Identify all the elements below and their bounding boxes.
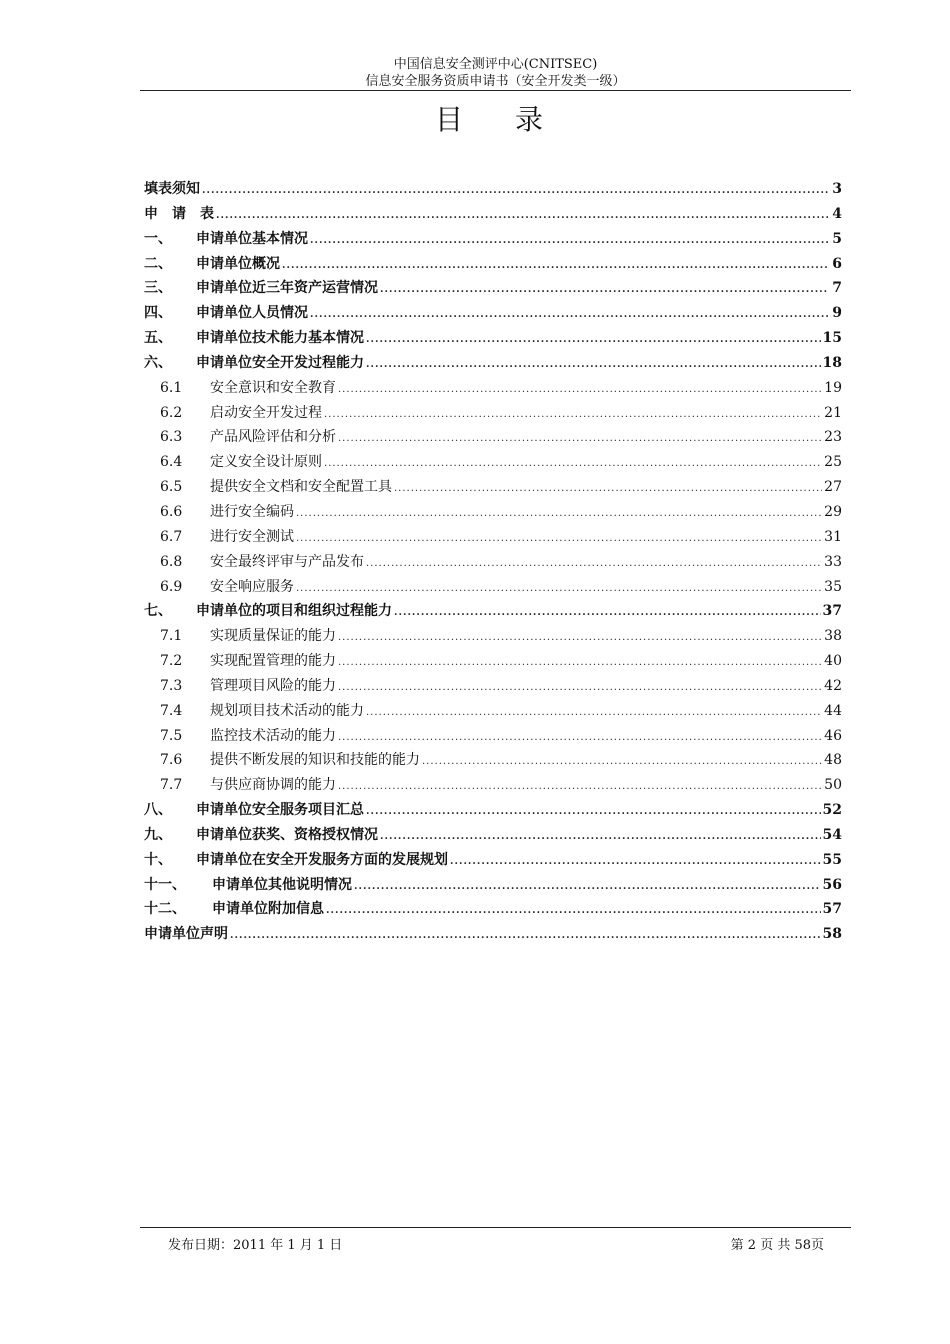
toc-entry-number: 7.4 <box>160 702 183 719</box>
toc-dot-leader <box>338 433 822 444</box>
toc-entry[interactable] <box>144 576 842 601</box>
toc-entry[interactable] <box>144 675 842 700</box>
toc-entry-title: 产品风险评估和分析 <box>210 429 336 446</box>
toc-entry[interactable] <box>144 203 842 228</box>
toc-entry-title: 定义安全设计原则 <box>210 454 322 471</box>
toc-entry-page: 44 <box>824 702 842 719</box>
toc-entry-title: 申请单位附加信息 <box>212 901 324 918</box>
toc-dot-leader <box>230 930 821 941</box>
toc-entry-page: 38 <box>824 628 842 645</box>
toc-entry-number: 十二、 <box>144 901 186 918</box>
toc-entry-page: 15 <box>822 330 842 347</box>
toc-entry-page: 42 <box>824 677 842 694</box>
toc-entry-title: 进行安全测试 <box>210 528 294 545</box>
toc-entry-title: 安全最终评审与产品发布 <box>210 553 364 570</box>
toc-entry-page: 56 <box>822 876 842 893</box>
toc-entry[interactable] <box>144 700 842 725</box>
toc-entry-number: 6.5 <box>160 479 183 496</box>
toc-entry-page: 55 <box>822 851 842 868</box>
toc-entry-title: 申请单位在安全开发服务方面的发展规划 <box>196 851 448 868</box>
footer-divider <box>140 1227 851 1228</box>
toc-entry-title: 提供安全文档和安全配置工具 <box>210 479 392 496</box>
toc-dot-leader <box>338 657 822 668</box>
toc-entry-title: 安全意识和安全教育 <box>210 379 336 396</box>
toc-entry-number: 二、 <box>144 255 172 272</box>
toc-entry-number: 6.6 <box>160 503 183 520</box>
toc-dot-leader <box>422 756 822 767</box>
toc-entry-page: 6 <box>832 255 842 272</box>
toc-entry-page: 48 <box>824 752 842 769</box>
toc-dot-leader <box>338 682 822 693</box>
toc-entry-title: 申请单位近三年资产运营情况 <box>196 280 378 297</box>
toc-entry[interactable] <box>144 501 842 526</box>
toc-dot-leader <box>338 384 822 395</box>
toc-entry-number: 四、 <box>144 305 172 322</box>
toc-entry-title: 提供不断发展的知识和技能的能力 <box>210 752 420 769</box>
publish-date: 发布日期：2011 年 1 月 1 日 <box>168 1238 343 1253</box>
toc-entry-title: 申请单位声明 <box>144 926 228 943</box>
toc-entry-number: 6.4 <box>160 454 183 471</box>
toc-entry-number: 六、 <box>144 354 172 371</box>
toc-dot-leader <box>324 458 822 469</box>
toc-entry[interactable] <box>144 898 842 923</box>
toc-dot-leader <box>380 831 821 842</box>
toc-dot-leader <box>366 359 821 370</box>
toc-entry[interactable] <box>144 625 842 650</box>
toc-entry-title: 实现配置管理的能力 <box>210 653 336 670</box>
toc-entry-title: 安全响应服务 <box>210 578 294 595</box>
toc-entry-page: 58 <box>822 926 842 943</box>
toc-dot-leader <box>324 409 822 420</box>
toc-entry[interactable] <box>144 725 842 750</box>
toc-entry-page: 18 <box>822 354 842 371</box>
toc-entry-page: 25 <box>824 454 842 471</box>
toc-dot-leader <box>394 607 821 618</box>
toc-entry-title: 规划项目技术活动的能力 <box>210 702 364 719</box>
toc-entry-number: 7.7 <box>160 777 183 794</box>
toc-entry-number: 八、 <box>144 802 172 819</box>
toc-entry-page: 9 <box>832 305 842 322</box>
toc-entry-number: 6.8 <box>160 553 183 570</box>
toc-entry-number: 7.1 <box>160 628 183 645</box>
toc-entry[interactable] <box>144 824 842 849</box>
toc-dot-leader <box>354 881 821 892</box>
page-header <box>140 56 851 90</box>
page-footer <box>168 1234 824 1253</box>
toc-dot-leader <box>366 334 821 345</box>
toc-entry[interactable] <box>144 874 842 899</box>
toc-entry-number: 6.3 <box>160 429 183 446</box>
header-doc-title: 信息安全服务资质申请书（安全开发类一级） <box>365 74 626 89</box>
toc-dot-leader <box>394 483 822 494</box>
toc-entry[interactable] <box>144 302 842 327</box>
toc-entry-page: 29 <box>824 503 842 520</box>
toc-entry[interactable] <box>144 426 842 451</box>
toc-dot-leader <box>296 583 822 594</box>
toc-entry[interactable] <box>144 749 842 774</box>
toc-entry[interactable] <box>144 253 842 278</box>
toc-entry-number: 七、 <box>144 603 172 620</box>
toc-entry-page: 37 <box>822 603 842 620</box>
toc-entry-title: 与供应商协调的能力 <box>210 777 336 794</box>
toc-dot-leader <box>202 185 828 196</box>
toc-entry-title: 申请单位安全服务项目汇总 <box>196 802 364 819</box>
toc-dot-leader <box>310 309 828 320</box>
toc-entry-title: 申请单位人员情况 <box>196 305 308 322</box>
toc-dot-leader <box>338 732 822 743</box>
toc-entry-number: 6.7 <box>160 528 183 545</box>
toc-entry-title: 启动安全开发过程 <box>210 404 322 421</box>
toc-entry-title: 申请单位获奖、资格授权情况 <box>196 826 378 843</box>
toc-entry-page: 31 <box>824 528 842 545</box>
toc-entry[interactable] <box>144 377 842 402</box>
toc-entry-number: 7.6 <box>160 752 183 769</box>
toc-entry-title: 申请单位概况 <box>196 255 280 272</box>
toc-entry-title: 实现质量保证的能力 <box>210 628 336 645</box>
toc-entry-number: 7.5 <box>160 727 183 744</box>
toc-entry-number: 7.3 <box>160 677 183 694</box>
toc-entry-number: 6.9 <box>160 578 183 595</box>
toc-dot-leader <box>216 210 828 221</box>
toc-entry-page: 35 <box>824 578 842 595</box>
toc-dot-leader <box>450 856 821 867</box>
toc-entry-title: 申 请 表 <box>144 205 214 222</box>
toc-entry-page: 3 <box>832 181 842 197</box>
toc-entry-number: 一、 <box>144 230 172 247</box>
toc-entry[interactable] <box>144 799 842 824</box>
toc-entry-page: 21 <box>824 404 842 421</box>
toc-entry-page: 52 <box>822 802 842 819</box>
toc-entry-number: 五、 <box>144 330 172 347</box>
header-org: 中国信息安全测评中心(CNITSEC) <box>393 57 598 72</box>
toc-entry-number: 十一、 <box>144 876 186 893</box>
toc-entry-title: 填表须知 <box>144 181 200 197</box>
toc-entry-title: 监控技术活动的能力 <box>210 727 336 744</box>
toc-entry-page: 46 <box>824 727 842 744</box>
toc-entry-number: 九、 <box>144 826 172 843</box>
page-title: 目录 <box>434 103 595 136</box>
toc-entry-page: 27 <box>824 479 842 496</box>
toc-entry-page: 40 <box>824 653 842 670</box>
toc-entry[interactable] <box>144 178 842 203</box>
toc-dot-leader <box>338 781 822 792</box>
toc-entry-title: 管理项目风险的能力 <box>210 677 336 694</box>
toc-dot-leader <box>282 260 828 271</box>
toc-dot-leader <box>366 558 822 569</box>
toc-dot-leader <box>380 284 828 295</box>
toc-entry-page: 19 <box>824 379 842 396</box>
toc-entry-title: 申请单位其他说明情况 <box>212 876 352 893</box>
toc-entry-title: 进行安全编码 <box>210 503 294 520</box>
page-number: 第 2 页 共 58页 <box>730 1238 824 1253</box>
toc-entry[interactable] <box>144 228 842 253</box>
header-divider <box>140 90 851 91</box>
toc-entry-number: 6.1 <box>160 379 183 396</box>
toc-entry-page: 50 <box>824 777 842 794</box>
toc-dot-leader <box>366 806 821 817</box>
toc-dot-leader <box>326 905 821 916</box>
toc-entry[interactable] <box>144 402 842 427</box>
toc-dot-leader <box>366 707 822 718</box>
toc-entry[interactable] <box>144 774 842 799</box>
toc-entry-page: 23 <box>824 429 842 446</box>
toc-entry-title: 申请单位的项目和组织过程能力 <box>196 603 392 620</box>
toc-entry-number: 7.2 <box>160 653 183 670</box>
toc-dot-leader <box>296 533 822 544</box>
toc-entry[interactable] <box>144 650 842 675</box>
toc-entry[interactable] <box>144 849 842 874</box>
toc-entry-page: 33 <box>824 553 842 570</box>
toc-entry[interactable] <box>144 327 842 352</box>
toc-entry-page: 5 <box>832 230 842 247</box>
toc-entry-page: 4 <box>832 205 842 222</box>
toc-dot-leader <box>338 632 822 643</box>
toc-entry[interactable] <box>144 451 842 476</box>
toc-dot-leader <box>296 508 822 519</box>
toc-entry[interactable] <box>144 526 842 551</box>
toc-entry-page: 57 <box>822 901 842 918</box>
toc-entry[interactable] <box>144 923 842 948</box>
toc-entry-page: 7 <box>832 280 842 297</box>
toc-entry[interactable] <box>144 600 842 625</box>
toc-entry[interactable] <box>144 352 842 377</box>
toc-entry-number: 十、 <box>144 851 172 868</box>
toc-entry-title: 申请单位基本情况 <box>196 230 308 247</box>
toc-entry-title: 申请单位安全开发过程能力 <box>196 354 364 371</box>
toc-entry-number: 6.2 <box>160 404 183 421</box>
toc-entry-page: 54 <box>822 826 842 843</box>
toc-entry-number: 三、 <box>144 280 172 297</box>
toc-entry-title: 申请单位技术能力基本情况 <box>196 330 364 347</box>
toc-entry[interactable] <box>144 277 842 302</box>
toc-entry[interactable] <box>144 476 842 501</box>
toc-dot-leader <box>310 235 828 246</box>
toc-entry[interactable] <box>144 551 842 576</box>
table-of-contents <box>144 178 842 948</box>
